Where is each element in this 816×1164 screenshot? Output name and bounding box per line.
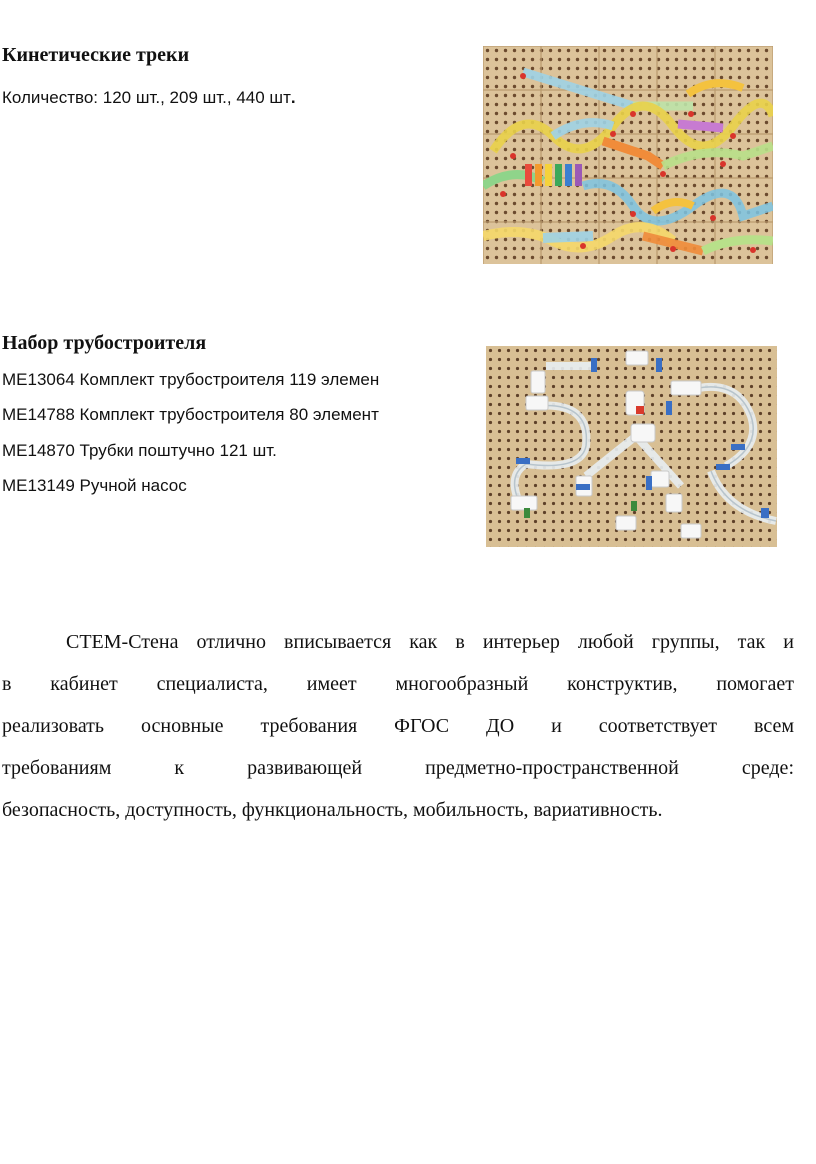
pipe-item-code: ME14870: [2, 441, 75, 460]
pipe-builder-title: Набор трубостроителя: [2, 332, 207, 354]
pipe-item-code: ME14788: [2, 405, 75, 424]
pipe-builder-photo: [486, 346, 777, 547]
kinetic-tracks-title: Кинетические треки: [2, 44, 190, 66]
pipe-item-4: [2, 476, 410, 496]
paragraph-line: реализовать основные требования ФГОС ДО и соответствует всем: [2, 715, 794, 737]
pipe-item-2: [2, 405, 410, 425]
pipe-item-text: Комплект трубостроителя 80 элемент: [79, 405, 379, 424]
kinetic-tracks-photo: [483, 46, 773, 264]
pipe-item-code: ME13064: [2, 370, 75, 389]
quantity-end: .: [290, 88, 296, 107]
pipe-item-text: Ручной насос: [79, 476, 187, 495]
pipe-item-3: [2, 441, 410, 461]
pipe-item-code: ME13149: [2, 476, 75, 495]
pipe-item-text: Трубки поштучно 121 шт.: [79, 441, 277, 460]
paragraph-line: безопасность, доступность, функциональность, мобильность, вариативность.: [2, 799, 663, 821]
pipe-item-1: [2, 370, 410, 390]
paragraph-line: требованиям к развивающей предметно-пространственной среде:: [2, 757, 794, 779]
kinetic-tracks-quantity: [2, 88, 296, 108]
description-paragraph: [2, 621, 794, 831]
paragraph-line: в кабинет специалиста, имеет многообразный конструктив, помогает: [2, 673, 794, 695]
quantity-label: Количество:: [2, 88, 99, 107]
pipe-item-text: Комплект трубостроителя 119 элемен: [79, 370, 380, 389]
paragraph-line: СТЕМ-Стена отлично вписывается как в интерьер любой группы, так и: [66, 631, 794, 653]
quantity-values: 120 шт., 209 шт., 440 шт: [102, 88, 291, 107]
